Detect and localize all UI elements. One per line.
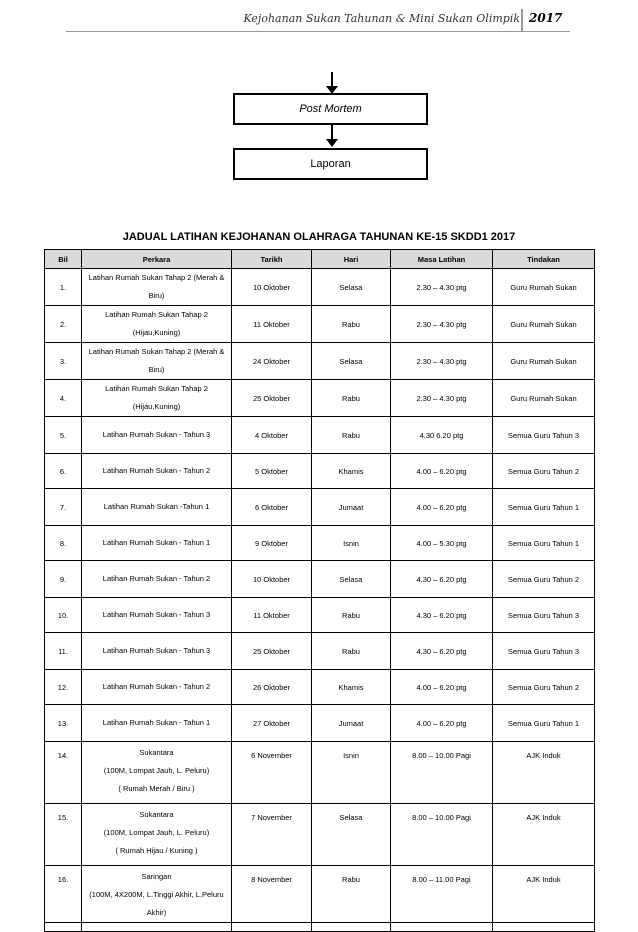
- cell-tindakan: Semua Guru Tahun 1: [493, 705, 595, 742]
- header-masa-latihan: Masa Latihan: [391, 250, 493, 269]
- table-row: [45, 633, 595, 670]
- perkara-line: Latihan Rumah Sukan - Tahun 2: [102, 574, 211, 583]
- cell-tindakan: Guru Rumah Sukan: [493, 380, 595, 417]
- flow-box-post-mortem: Post Mortem: [233, 93, 428, 125]
- cell-tarikh: 24 Oktober: [232, 343, 312, 380]
- perkara-line: (100M, Lompat Jauh, L. Peluru): [103, 766, 210, 775]
- cell-perkara: [82, 705, 232, 742]
- cell-tindakan: Semua Guru Tahun 3: [493, 598, 595, 633]
- cell-tindakan: AJK Induk: [493, 804, 595, 866]
- cell-masa-latihan: 4.30 6.20 ptg: [391, 417, 493, 454]
- cell-bil: 1.: [45, 269, 82, 306]
- perkara-line: Latihan Rumah Sukan - Tahun 3: [102, 610, 211, 619]
- perkara-line: Latihan Rumah Sukan - Tahun 2: [102, 466, 211, 475]
- cell-tarikh: 6 Oktober: [232, 489, 312, 526]
- perkara-line: Latihan Rumah Sukan Tahap 2 (Hijau,Kuning): [105, 384, 208, 411]
- cell-bil: 14.: [45, 742, 82, 804]
- table-row: [45, 866, 595, 923]
- cell-empty: [45, 923, 82, 932]
- cell-tarikh: 11 Oktober: [232, 598, 312, 633]
- cell-perkara: [82, 866, 232, 923]
- perkara-line: Sukantara: [139, 748, 174, 757]
- perkara-line: Latihan Rumah Sukan - Tahun 3: [102, 646, 211, 655]
- cell-bil: 4.: [45, 380, 82, 417]
- perkara-line: (100M, 4X200M, L.Tinggi Akhir, L.Peluru: [89, 890, 224, 899]
- cell-hari: Selasa: [312, 804, 391, 866]
- table-row: [45, 489, 595, 526]
- cell-bil: 16.: [45, 866, 82, 923]
- table-row: [45, 705, 595, 742]
- cell-hari: Selasa: [312, 269, 391, 306]
- cell-tindakan: Semua Guru Tahun 1: [493, 489, 595, 526]
- cell-masa-latihan: 4.00 – 5.30 ptg: [391, 526, 493, 561]
- table-row: [45, 561, 595, 598]
- table-row: [45, 417, 595, 454]
- cell-perkara: [82, 670, 232, 705]
- flow-box-laporan: Laporan: [233, 148, 428, 180]
- document-header-title: Kejohanan Sukan Tahunan & Mini Sukan Olimpik: [243, 12, 520, 25]
- cell-bil: 12.: [45, 670, 82, 705]
- perkara-line: Latihan Rumah Sukan - Tahun 2: [102, 682, 211, 691]
- cell-hari: Rabu: [312, 598, 391, 633]
- table-row: [45, 269, 595, 306]
- table-header-row: [45, 250, 595, 269]
- cell-perkara: [82, 489, 232, 526]
- cell-bil: 7.: [45, 489, 82, 526]
- perkara-line: Latihan Rumah Sukan - Tahun 1: [102, 538, 211, 547]
- table-title: JADUAL LATIHAN KEJOHANAN OLAHRAGA TAHUNAN KE-15 SKDD1 2017: [122, 231, 516, 243]
- cell-empty: [493, 923, 595, 932]
- flow-arrow-2-head: [326, 139, 338, 147]
- cell-masa-latihan: 8.00 – 10.00 Pagi: [391, 804, 493, 866]
- cell-hari: Isnin: [312, 742, 391, 804]
- header-tindakan: Tindakan: [493, 250, 595, 269]
- cell-bil: 6.: [45, 454, 82, 489]
- cell-hari: Rabu: [312, 380, 391, 417]
- schedule-table: [44, 249, 595, 932]
- cell-hari: Isnin: [312, 526, 391, 561]
- cell-bil: 2.: [45, 306, 82, 343]
- cell-tindakan: Semua Guru Tahun 2: [493, 454, 595, 489]
- perkara-line: Latihan Rumah Sukan - Tahun 1: [102, 718, 211, 727]
- cell-bil: 8.: [45, 526, 82, 561]
- cell-tarikh: 4 Oktober: [232, 417, 312, 454]
- cell-perkara: [82, 454, 232, 489]
- perkara-line: Latihan Rumah Sukan - Tahun 3: [102, 430, 211, 439]
- cell-hari: Khamis: [312, 454, 391, 489]
- cell-tarikh: 25 Oktober: [232, 633, 312, 670]
- cell-tarikh: 25 Oktober: [232, 380, 312, 417]
- cell-bil: 13.: [45, 705, 82, 742]
- cell-perkara: [82, 526, 232, 561]
- table-row: [45, 380, 595, 417]
- perkara-line: Latihan Rumah Sukan -Tahun 1: [103, 502, 210, 511]
- perkara-line: (100M, Lompat Jauh, L. Peluru): [103, 828, 210, 837]
- cell-tarikh: 6 November: [232, 742, 312, 804]
- cell-tarikh: 27 Oktober: [232, 705, 312, 742]
- cell-tindakan: Semua Guru Tahun 3: [493, 417, 595, 454]
- cell-masa-latihan: 4.00 – 6.20 ptg: [391, 454, 493, 489]
- header-tarikh: Tarikh: [232, 250, 312, 269]
- cell-empty: [391, 923, 493, 932]
- cell-hari: Selasa: [312, 343, 391, 380]
- cell-hari: Rabu: [312, 866, 391, 923]
- cell-bil: 5.: [45, 417, 82, 454]
- table-row: [45, 742, 595, 804]
- cell-perkara: [82, 561, 232, 598]
- cell-hari: Rabu: [312, 306, 391, 343]
- cell-hari: Khamis: [312, 670, 391, 705]
- perkara-line: Latihan Rumah Sukan Tahap 2 (Merah & Biru): [88, 273, 225, 300]
- cell-masa-latihan: 4.00 – 6.20 ptg: [391, 489, 493, 526]
- cell-masa-latihan: 4.30 – 6.20 ptg: [391, 598, 493, 633]
- perkara-line: ( Rumah Hijau / Kuning ): [115, 846, 198, 855]
- cell-perkara: [82, 417, 232, 454]
- cell-tindakan: Guru Rumah Sukan: [493, 306, 595, 343]
- cell-masa-latihan: 4.00 – 6.20 ptg: [391, 670, 493, 705]
- cell-bil: 3.: [45, 343, 82, 380]
- cell-hari: Jumaat: [312, 705, 391, 742]
- cell-empty: [312, 923, 391, 932]
- cell-perkara: [82, 380, 232, 417]
- cell-masa-latihan: 8.00 – 11.00 Pagi: [391, 866, 493, 923]
- cell-perkara: [82, 633, 232, 670]
- cell-tarikh: 9 Oktober: [232, 526, 312, 561]
- cell-bil: 9.: [45, 561, 82, 598]
- cell-perkara: [82, 306, 232, 343]
- cell-empty: [232, 923, 312, 932]
- cell-masa-latihan: 2.30 – 4.30 ptg: [391, 269, 493, 306]
- cell-masa-latihan: 4.30 – 6.20 ptg: [391, 633, 493, 670]
- header-separator: [521, 9, 523, 31]
- header-perkara: Perkara: [82, 250, 232, 269]
- cell-tindakan: Semua Guru Tahun 2: [493, 670, 595, 705]
- cell-perkara: [82, 598, 232, 633]
- cell-perkara: [82, 269, 232, 306]
- table-row: [45, 804, 595, 866]
- perkara-line: ( Rumah Merah / Biru ): [118, 784, 195, 793]
- perkara-line: Latihan Rumah Sukan Tahap 2 (Hijau,Kuning): [105, 310, 208, 337]
- table-row-empty: [45, 923, 595, 932]
- cell-perkara: [82, 742, 232, 804]
- cell-masa-latihan: 2.30 – 4.30 ptg: [391, 380, 493, 417]
- cell-tindakan: Guru Rumah Sukan: [493, 343, 595, 380]
- cell-perkara: [82, 343, 232, 380]
- table-row: [45, 454, 595, 489]
- perkara-line: Saringan: [141, 872, 172, 881]
- cell-tarikh: 8 November: [232, 866, 312, 923]
- cell-bil: 11.: [45, 633, 82, 670]
- perkara-line: Akhir): [146, 908, 167, 917]
- table-row: [45, 306, 595, 343]
- cell-tindakan: Guru Rumah Sukan: [493, 269, 595, 306]
- cell-hari: Rabu: [312, 417, 391, 454]
- cell-masa-latihan: 8.00 – 10.00 Pagi: [391, 742, 493, 804]
- cell-tindakan: Semua Guru Tahun 3: [493, 633, 595, 670]
- header-rule: [66, 31, 570, 32]
- cell-tarikh: 10 Oktober: [232, 269, 312, 306]
- table-row: [45, 343, 595, 380]
- cell-tindakan: Semua Guru Tahun 1: [493, 526, 595, 561]
- table-row: [45, 670, 595, 705]
- cell-hari: Selasa: [312, 561, 391, 598]
- perkara-line: Latihan Rumah Sukan Tahap 2 (Merah & Biru): [88, 347, 225, 374]
- cell-bil: 10.: [45, 598, 82, 633]
- cell-empty: [82, 923, 232, 932]
- cell-tindakan: Semua Guru Tahun 2: [493, 561, 595, 598]
- table-row: [45, 598, 595, 633]
- cell-masa-latihan: 2.30 – 4.30 ptg: [391, 306, 493, 343]
- document-header-year: 2017: [529, 11, 563, 25]
- cell-tarikh: 26 Oktober: [232, 670, 312, 705]
- table-row: [45, 526, 595, 561]
- cell-tindakan: AJK Induk: [493, 742, 595, 804]
- cell-masa-latihan: 4.30 – 6.20 ptg: [391, 561, 493, 598]
- cell-tarikh: 7 November: [232, 804, 312, 866]
- cell-bil: 15.: [45, 804, 82, 866]
- cell-masa-latihan: 2.30 – 4.30 ptg: [391, 343, 493, 380]
- cell-hari: Jumaat: [312, 489, 391, 526]
- cell-tarikh: 10 Oktober: [232, 561, 312, 598]
- header-bil: Bil: [45, 250, 82, 269]
- cell-perkara: [82, 804, 232, 866]
- cell-tarikh: 11 Oktober: [232, 306, 312, 343]
- header-hari: Hari: [312, 250, 391, 269]
- cell-masa-latihan: 4.00 – 6.20 ptg: [391, 705, 493, 742]
- cell-tindakan: AJK Induk: [493, 866, 595, 923]
- perkara-line: Sukantara: [139, 810, 174, 819]
- cell-tarikh: 5 Oktober: [232, 454, 312, 489]
- cell-hari: Rabu: [312, 633, 391, 670]
